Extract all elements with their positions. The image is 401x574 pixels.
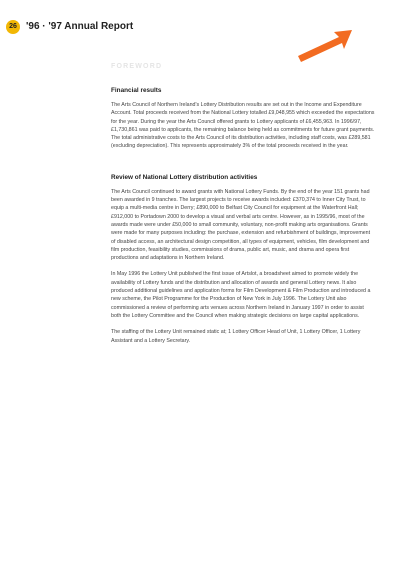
review-heading: Review of National Lottery distribution activities xyxy=(111,173,258,181)
report-title: '96 · '97 Annual Report xyxy=(26,21,134,32)
financial-results-paragraph: The Arts Council of Northern Ireland's Lottery Distribution results are set out in the Income and Expenditure Account. Total proceeds received from the National Lottery totalled £9,048,955 which exceeded the expectations for the year. During the year the Arts Council offered grants to Lottery applicants of £6,455,963. In 1996/97, £1,730,861 was paid to applicants, the remaining balance being held as commitments for future grant payments. The total administrative costs to the Arts Council of its distribution activities, including staff costs, was £289,581 (excluding depreciation). This represents approximately 3% of the total proceeds received in the year. xyxy=(111,102,375,150)
financial-results-heading: Financial results xyxy=(111,87,162,94)
arrow-icon xyxy=(294,28,354,64)
page-number-badge: 26 xyxy=(6,20,20,34)
section-heading-foreword: FOREWORD xyxy=(111,63,163,70)
review-paragraph-1: The Arts Council continued to award grants with National Lottery Funds. By the end of the year 151 grants had been awarded in 9 tranches. The largest projects to receive awards included: £370,374 to Inner City Trust, to equip a multi-media centre in Derry; £890,000 to Belfast City Council for equipment at the Waterfront Hall; £912,000 to Portadown 2000 to develop a visual and verbal arts centre. However, as in 1995/96, most of the awards made were under £50,000 to small community, voluntary, non-profit making arts organisations. Grants were made for many purposes including: the purchase, extension and refurbishment of buildings, improvement of disabled access, an architectural design competition, all types of equipment, vehicles, film development and film production, feasibility studies, commissions of drama, public art, music, and drama and opera first productions and adaptations in Northern Ireland. xyxy=(111,188,371,262)
document-body xyxy=(111,86,375,353)
review-paragraph-2: In May 1996 the Lottery Unit published the first issue of Artslot, a broadsheet aimed to promote widely the availability of Lottery funds and the distribution and allocation of awards and general Lottery news. It also produced additional guidelines and application forms for Film Development & Film Production and introduced a new scheme, the Pilot Programme for the Production of New York in July 1996. The Lottery Unit also commissioned a review of performing arts venues across Northern Ireland in January 1997 in order to assist both the Lottery Committee and the Council when making strategic decisions on large capital applications. xyxy=(111,271,371,319)
review-paragraph-3: The staffing of the Lottery Unit remained static at; 1 Lottery Officer Head of Unit, 1 Lottery Officer, 1 Lottery Assistant and a Lottery Secretary. xyxy=(111,329,361,344)
spacer xyxy=(111,159,375,173)
